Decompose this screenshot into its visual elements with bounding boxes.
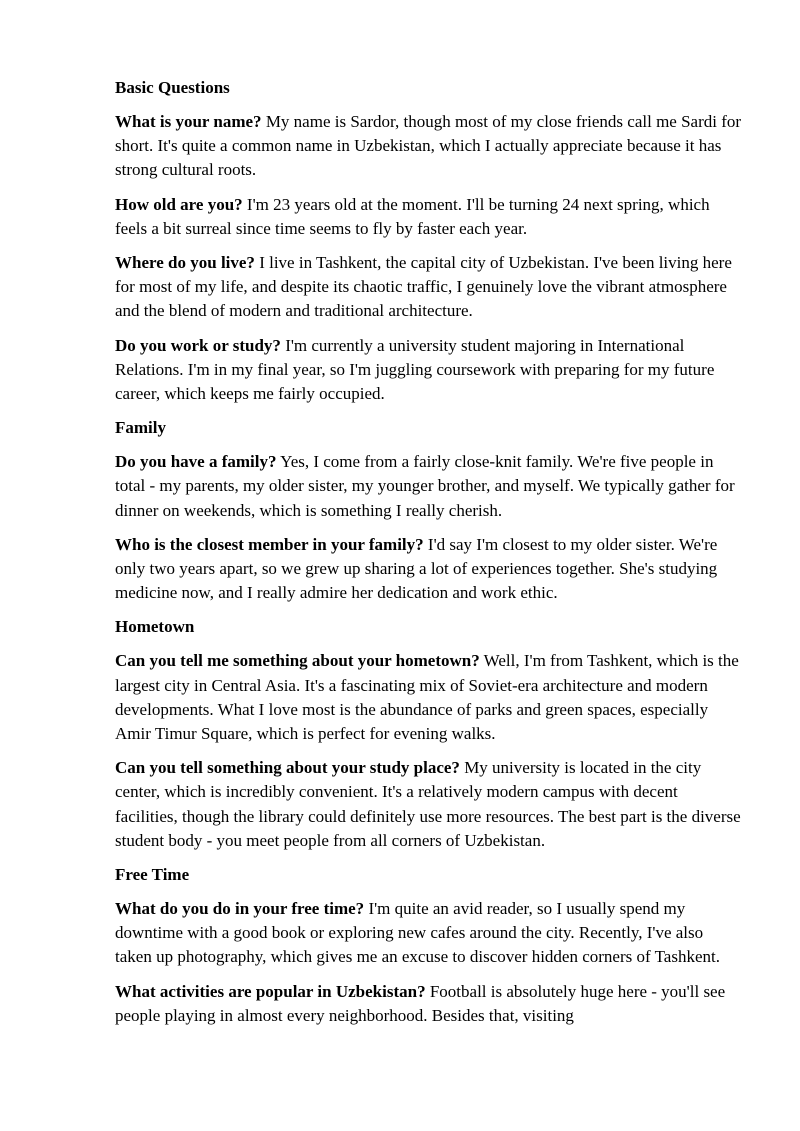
question-text: Can you tell something about your study place? xyxy=(115,758,460,778)
qa-paragraph xyxy=(115,110,743,183)
question-text: Where do you live? xyxy=(115,253,255,273)
answer-text: Yes, I come from a fairly close-knit family. We're five people in total - my parents, my older sister, my younger brother, and myself. We typically gather for dinner on weekends, which is something I really cherish. xyxy=(115,452,735,520)
answer-text: My university is located in the city center, which is incredibly convenient. It's a relatively modern campus with decent facilities, though the library could definitely use more resources. The best part is the diverse student body - you meet people from all corners of Uzbekistan. xyxy=(115,758,741,850)
answer-text: I'm 23 years old at the moment. I'll be turning 24 next spring, which feels a bit surreal since time seems to fly by faster each year. xyxy=(115,194,710,238)
qa-paragraph xyxy=(115,334,743,407)
answer-text: I'm currently a university student majoring in International Relations. I'm in my final year, so I'm juggling coursework with preparing for my future career, which keeps me fairly occupied. xyxy=(115,335,715,404)
qa-paragraph xyxy=(115,649,743,746)
qa-paragraph xyxy=(115,193,743,241)
question-text: Do you have a family? xyxy=(115,452,277,472)
qa-paragraph xyxy=(115,756,743,853)
qa-paragraph xyxy=(115,533,743,606)
question-text: How old are you? xyxy=(115,194,243,214)
question-text: What do you do in your free time? xyxy=(115,899,365,919)
section-heading: Family xyxy=(115,418,166,438)
answer-text: I live in Tashkent, the capital city of Uzbekistan. I've been living here for most of my life, and despite its chaotic traffic, I genuinely love the vibrant atmosphere and the blend of modern and traditional architecture. xyxy=(115,253,732,321)
question-text: Who is the closest member in your family? xyxy=(115,534,424,554)
section-heading: Free Time xyxy=(115,865,190,885)
qa-paragraph xyxy=(115,897,743,970)
answer-text: My name is Sardor, though most of my close friends call me Sardi for short. It's quite a common name in Uzbekistan, which I actually appreciate because it has strong cultural roots. xyxy=(115,112,742,180)
answer-text: I'm quite an avid reader, so I usually spend my downtime with a good book or exploring new cafes around the city. Recently, I've also taken up photography, which gives me an excuse to discover hidden corners of Tashkent. xyxy=(115,899,720,967)
answer-text: I'd say I'm closest to my older sister. We're only two years apart, so we grew up sharing a lot of experiences together. She's studying medicine now, and I really admire her dedication and work ethic. xyxy=(115,534,718,603)
qa-paragraph xyxy=(115,450,743,523)
answer-text: Well, I'm from Tashkent, which is the largest city in Central Asia. It's a fascinating mix of Soviet-era architecture and modern developments. What I love most is the abundance of parks and green spaces, especially Amir Timur Square, which is perfect for evening walks. xyxy=(115,651,739,744)
question-text: Can you tell me something about your hometown? xyxy=(115,651,480,671)
question-text: Do you work or study? xyxy=(115,335,281,355)
section-heading: Hometown xyxy=(115,617,195,637)
section-heading: Basic Questions xyxy=(115,78,230,97)
qa-paragraph xyxy=(115,251,743,324)
document-content xyxy=(115,76,743,1028)
answer-text: Football is absolutely huge here - you'll see people playing in almost every neighborhood. Besides that, visiting xyxy=(115,981,726,1025)
question-text: What activities are popular in Uzbekistan? xyxy=(115,981,426,1001)
qa-paragraph xyxy=(115,980,743,1028)
question-text: What is your name? xyxy=(115,112,262,131)
